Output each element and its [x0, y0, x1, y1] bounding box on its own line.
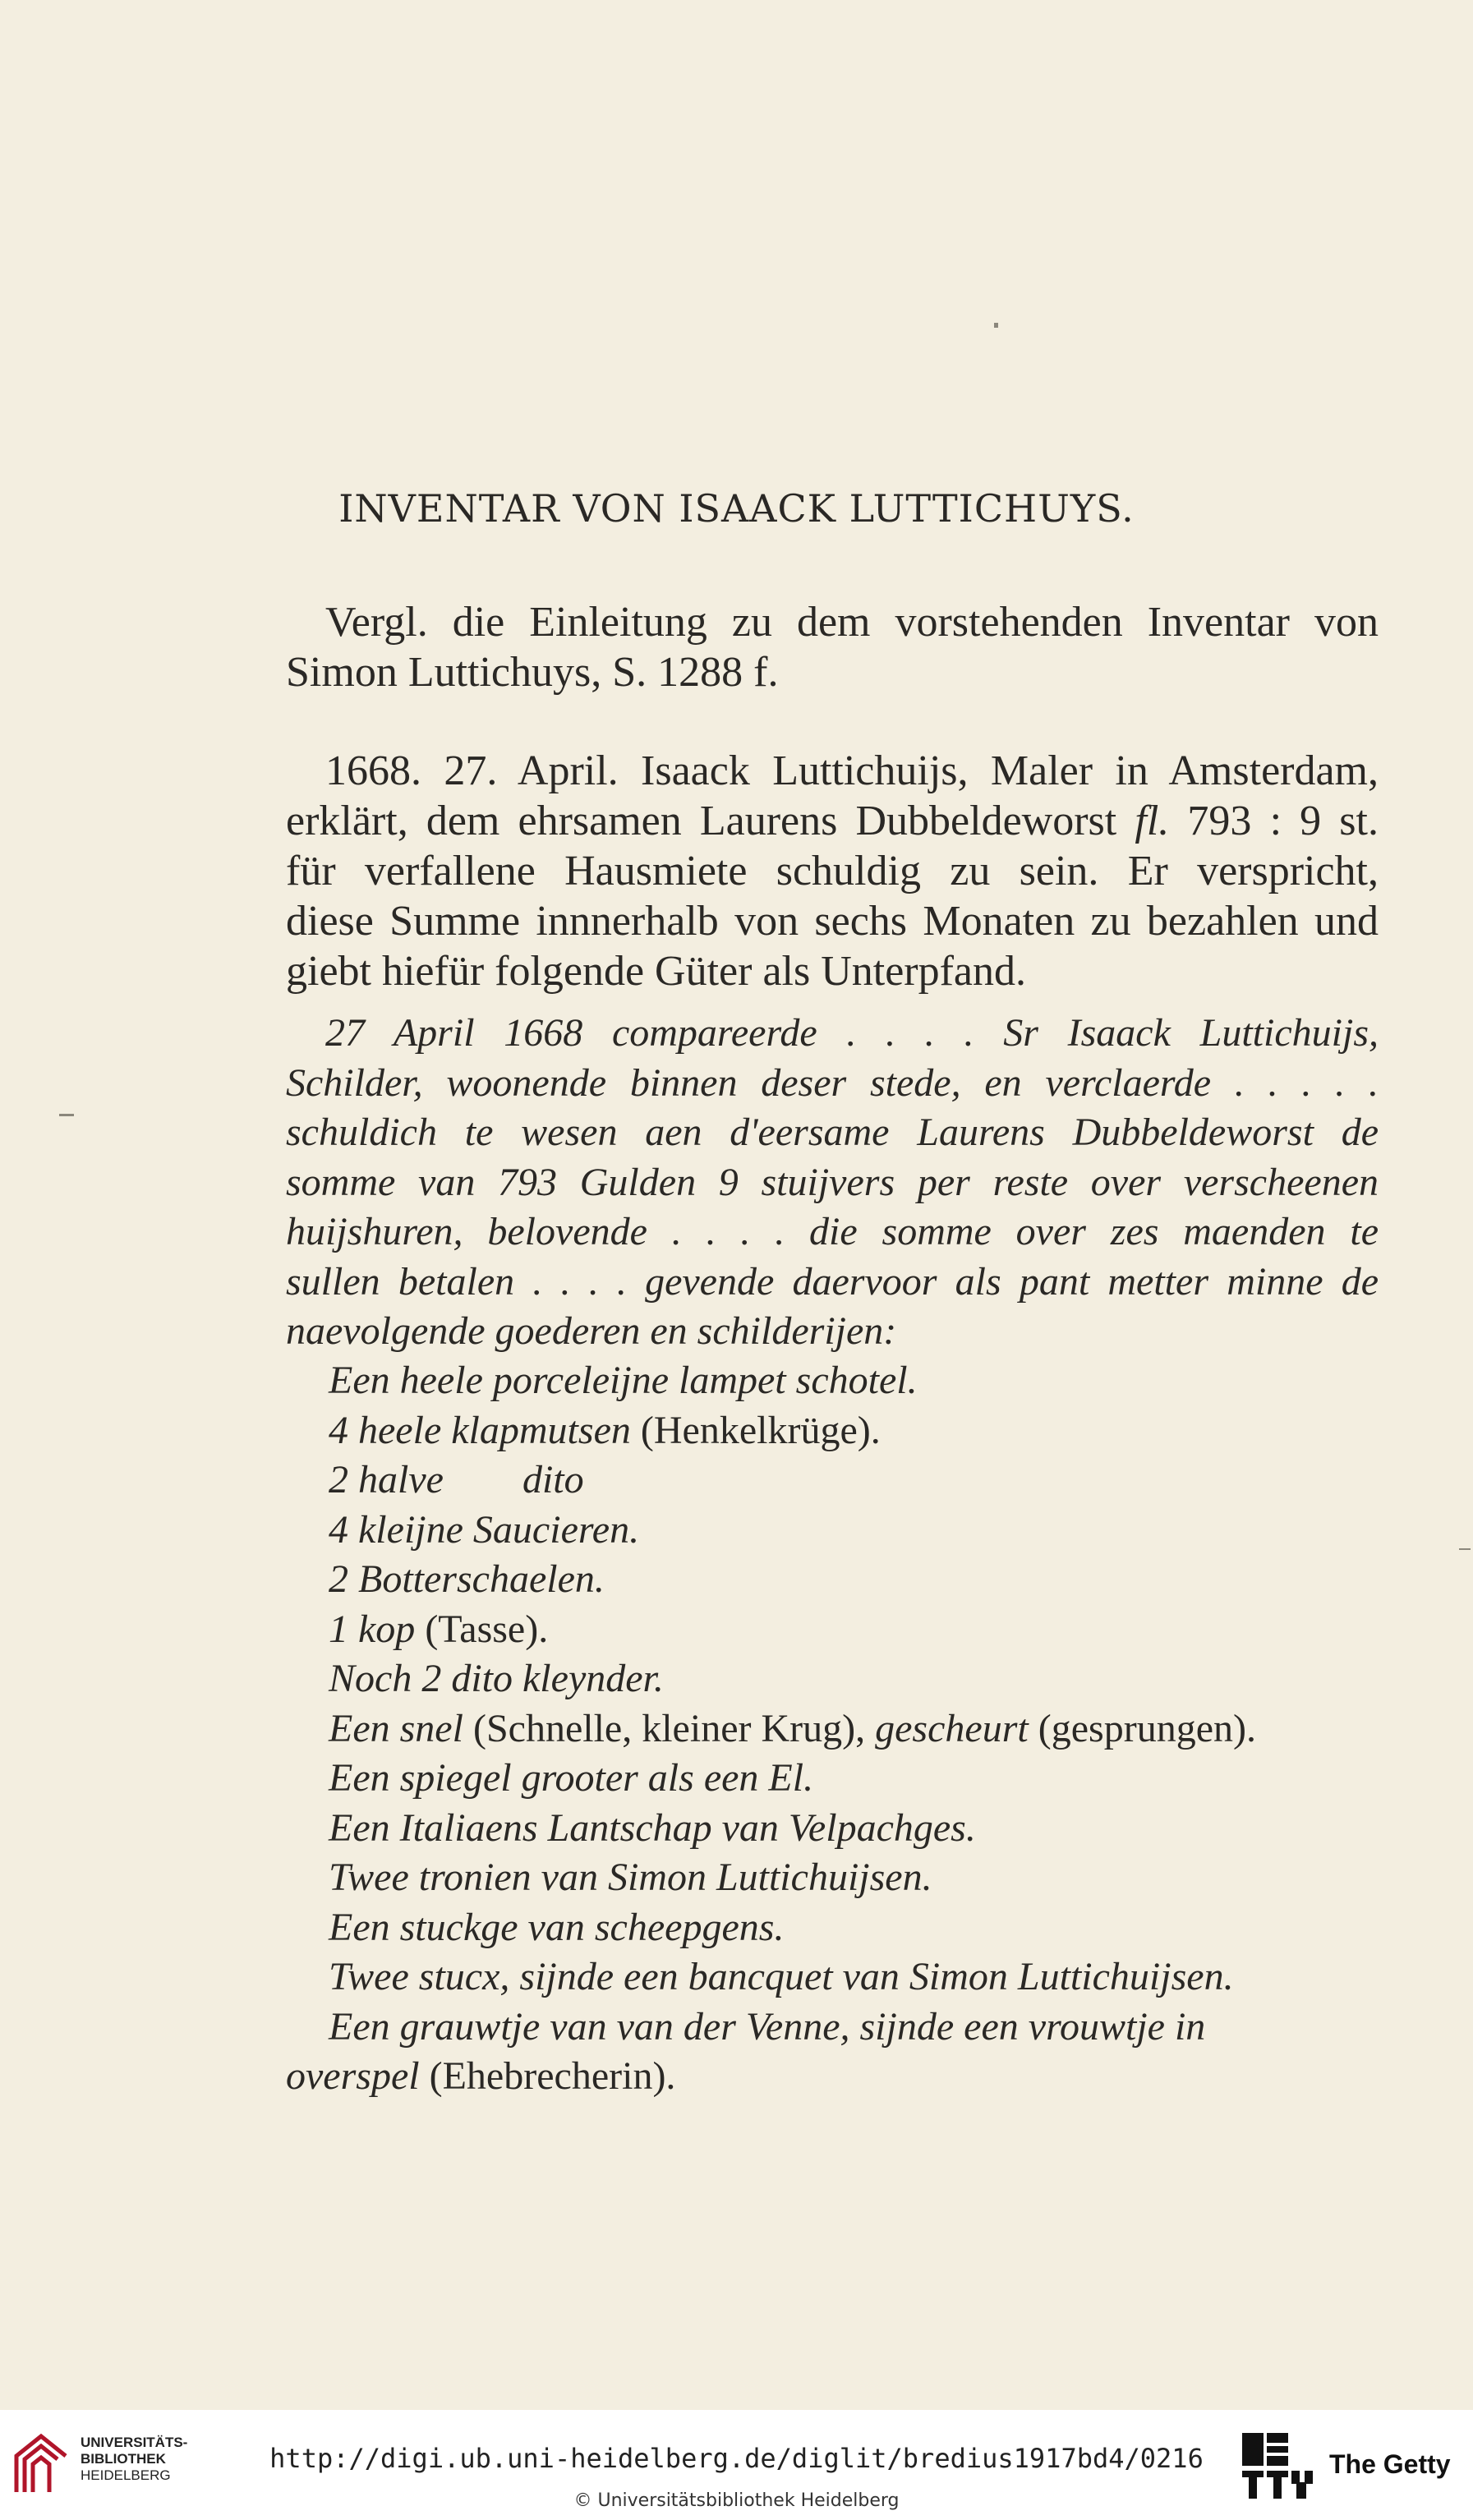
- item-text: 1 kop: [329, 1607, 416, 1651]
- inventory-item: [329, 1506, 1256, 1556]
- quote-line: huijshuren, belovende . . . . die somme over zes maenden te: [286, 1210, 1379, 1253]
- item-text: 4 heele klapmutsen: [329, 1408, 631, 1452]
- footer: [0, 2410, 1473, 2520]
- item-note: (Tasse).: [415, 1607, 549, 1651]
- inventory-list: [286, 1356, 1256, 2102]
- quote-line: schuldich te wesen aen d'eersame Laurens Dubbeldeworst de: [286, 1111, 1379, 1154]
- page-title: INVENTAR VON ISAACK LUTTICHUYS.: [338, 486, 1135, 531]
- item-text: Een stuckge van scheepgens.: [329, 1905, 785, 1949]
- inventory-item: [329, 2003, 1256, 2053]
- logo-line: HEIDELBERG: [81, 2467, 171, 2483]
- quote-line: 27 April 1668 compareerde . . . . Sr Isaack Luttichuijs,: [325, 1011, 1379, 1055]
- inventory-item: [329, 1853, 1256, 1903]
- page-mark: [994, 323, 998, 328]
- item-text: Een Italiaens Lantschap van Velpachges.: [329, 1805, 976, 1850]
- item-text: Noch 2 dito kleynder.: [329, 1657, 664, 1700]
- item-text: Twee tronien van Simon Luttichuijsen.: [329, 1856, 932, 1899]
- inventory-item: [329, 1455, 1256, 1506]
- summary-text: erklärt, dem ehrsamen Laurens Dubbeldeworst: [286, 798, 1135, 844]
- item-text: overspel: [286, 2054, 420, 2098]
- item-text: Twee stucx, sijnde een bancquet van Simon Luttichuijsen.: [329, 1955, 1234, 1998]
- logo-line: BIBLIOTHEK: [81, 2451, 166, 2467]
- summary-paragraph: [286, 746, 1379, 996]
- item-text: 4 kleijne Saucieren.: [329, 1507, 640, 1552]
- summary-line: giebt hiefür folgende Güter als Unterpfand.: [286, 948, 1027, 995]
- inventory-item: [329, 1406, 1256, 1456]
- inventory-item: [329, 1605, 1256, 1655]
- quote-line: naevolgende goederen en schilderijen:: [286, 1309, 897, 1353]
- item-note: (Henkelkrüge).: [630, 1408, 881, 1452]
- page-mark: [1459, 1548, 1471, 1550]
- inventory-item: [329, 1555, 1256, 1605]
- getty-logo-icon: [1239, 2428, 1318, 2504]
- summary-line: diese Summe innnerhalb von sechs Monaten zu bezahlen und: [286, 898, 1379, 945]
- getty-logo: [1239, 2428, 1451, 2507]
- intro-line: Simon Luttichuys, S. 1288 f.: [286, 649, 779, 696]
- item-note: (gesprungen).: [1028, 1706, 1256, 1750]
- logo-line: UNIVERSITÄTS-: [81, 2435, 188, 2450]
- inventory-item: [329, 1952, 1256, 2003]
- intro-line: Vergl. die Einleitung zu dem vorstehenden Inventar von: [325, 599, 1379, 646]
- item-text: Een heele porceleijne lampet schotel.: [329, 1359, 918, 1402]
- quote-paragraph: [286, 1009, 1379, 1357]
- quote-line: somme van 793 Gulden 9 stuijvers per reste over verscheenen: [286, 1160, 1379, 1204]
- item-text: 2 halve dito: [329, 1458, 584, 1501]
- item-note: (Schnelle, kleiner Krug),: [463, 1706, 876, 1750]
- summary-line: für verfallene Hausmiete schuldig zu sein. Er verspricht,: [286, 848, 1379, 894]
- florin-abbrev: fl.: [1135, 798, 1170, 844]
- item-note: (Ehebrecherin).: [419, 2054, 676, 2098]
- item-text: Een grauwtje van van der Venne, sijnde een vrouwtje in: [329, 2004, 1206, 2049]
- item-text: Een spiegel grooter als een El.: [329, 1756, 814, 1800]
- intro-paragraph: [286, 597, 1379, 697]
- permalink-url[interactable]: http://digi.ub.uni-heidelberg.de/diglit/bredius1917bd4/0216: [269, 2443, 1204, 2474]
- copyright-notice: © Universitätsbibliothek Heidelberg: [573, 2490, 900, 2511]
- item-text: 2 Botterschaelen.: [329, 1557, 605, 1601]
- inventory-item: [329, 1903, 1256, 1953]
- page-mark: [59, 1114, 74, 1116]
- inventory-item: [329, 1804, 1256, 1854]
- inventory-item: [329, 1654, 1256, 1704]
- quote-line: sullen betalen . . . . gevende daervoor als pant metter minne de: [286, 1259, 1379, 1304]
- summary-text: 793 : 9 st.: [1169, 798, 1379, 844]
- summary-line: 1668. 27. April. Isaack Luttichuijs, Maler in Amsterdam,: [325, 747, 1379, 794]
- summary-line: [286, 796, 1379, 846]
- item-text: gescheurt: [875, 1706, 1029, 1750]
- item-text: Een snel: [329, 1706, 463, 1750]
- getty-logo-text: The Getty: [1329, 2449, 1451, 2479]
- inventory-item: [329, 1754, 1256, 1804]
- quote-line: Schilder, woonende binnen deser stede, en verclaerde . . . . .: [286, 1060, 1379, 1105]
- inventory-item-continuation: [286, 2052, 1256, 2102]
- inventory-item: [329, 1356, 1256, 1406]
- inventory-item: [329, 1704, 1256, 1754]
